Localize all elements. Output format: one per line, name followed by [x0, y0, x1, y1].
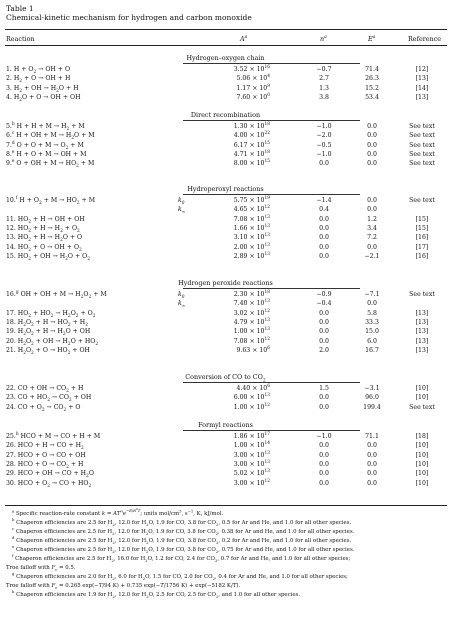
e-cell: 71.1 [365, 433, 379, 440]
e-cell: 0.0 [367, 197, 377, 204]
reaction-cell: 19. $H_2O_2 + H \to H_2O$ + OH [6, 328, 91, 338]
table-row [0, 318, 451, 327]
group-rule [183, 120, 360, 121]
table-row [0, 384, 451, 393]
reference-cell: [18] [415, 433, 429, 440]
table-row [0, 93, 451, 102]
footnote: Troe falloff with $F_c = 0.265$ exp(−T/94 K) + 0.735 exp(−T/1756 K) + exp(−5182 K/T). [6, 583, 241, 591]
reference-cell: [10] [415, 470, 429, 478]
table-row [0, 196, 451, 205]
e-cell: 16.7 [365, 346, 379, 354]
a-cell: $3.10 \times 10^{13}$ [233, 233, 270, 242]
reaction-cell: 29. HCO + OH → CO + $H_2O$ [6, 470, 94, 480]
n-cell: 0.0 [319, 234, 329, 242]
reference-cell: [13] [415, 309, 429, 317]
reaction-cell: 7.$^d$ $O + O + M \to O_2 + M$ [6, 140, 84, 151]
reaction-cell: 2. $H_2 + O$ → OH + H [6, 75, 71, 85]
table-row [0, 337, 451, 346]
n-cell: 0.0 [319, 442, 329, 450]
table-row [0, 309, 451, 318]
a-cell: $4.65 \times 10^{12}$ [233, 205, 270, 214]
a-cell: $2.30 \times 10^{18}$ [233, 289, 270, 298]
reaction-cell: 25.$^h$ HCO + M → CO + H + M [6, 431, 101, 440]
table-row [0, 252, 451, 261]
n-cell: 3.8 [319, 93, 329, 101]
reaction-cell: 1. $H + O_2$ → OH + O [6, 66, 71, 76]
e-cell: −7.1 [364, 291, 380, 298]
a-cell: $1.30 \times 10^{18}$ [233, 121, 270, 130]
reference-cell: [13] [415, 93, 429, 101]
footnote: $^e$ Chaperon efficiencies are 2.5 for $H_2$, 12.0 for $H_2O$, 1.9 for CO, 3.8 for $CO_2$, 0.75 for Ar and He, and 1.0 for all other species. [12, 544, 355, 555]
reaction-cell: 27. HCO + O → CO + OH [6, 451, 86, 459]
reference-cell: [15] [415, 215, 429, 223]
e-cell: 15.2 [365, 84, 379, 92]
table-row [0, 441, 451, 450]
e-cell: 0.0 [367, 451, 377, 459]
reaction-cell: 11. $HO_2 + H$ → OH + OH [6, 215, 85, 225]
reaction-cell: 12. $HO_2 + H \to H_2 + O_2$ [6, 224, 80, 235]
footnote: $^h$ Chaperon efficiencies are 1.9 for $H_2$, 12.0 for $H_2O$, 2.5 for CO, 2.5 for $CO_2$, and 1.0 for all other species. [12, 589, 301, 600]
table-row [0, 150, 451, 159]
e-cell: 0.0 [367, 442, 377, 450]
group-title: Hydrogen–oxygen chain [186, 54, 265, 62]
reaction-cell: 17. $HO_2 + HO_2 \to H_2O_2 + O_2$ [6, 309, 96, 319]
reaction-cell: 30. HCO + $O_2$ → CO + $HO_2$ [6, 479, 92, 489]
col-n: $n^a$ [320, 34, 327, 43]
table-row [0, 205, 451, 214]
reference-cell: [13] [415, 346, 429, 354]
reference-cell: See text [409, 141, 435, 149]
reference-cell: [10] [415, 460, 429, 468]
reaction-cell: 16.$^g$ OH + OH + $M \to H_2O_2 + M$ [6, 289, 107, 301]
a-cell: $9.63 \times 10^6$ [236, 345, 270, 354]
e-cell: 7.2 [367, 234, 377, 242]
rate-type-cell: $k_0$ [178, 291, 185, 301]
group-title: Formyl reactions [198, 421, 253, 429]
n-cell: 0.0 [319, 215, 329, 223]
e-cell: 0.0 [367, 470, 377, 478]
reference-cell: See text [409, 160, 435, 168]
table-row [0, 224, 451, 233]
reaction-cell: 26. HCO + H → CO + $H_2$ [6, 442, 84, 452]
n-cell: 2.0 [319, 346, 329, 354]
n-cell: −2.0 [316, 132, 332, 140]
footnote: Troe falloff with $F_c = 0.5$. [6, 565, 76, 573]
n-cell: 0.0 [319, 252, 329, 260]
table-row [0, 451, 451, 460]
reference-cell: See text [409, 132, 435, 140]
reference-cell: [16] [415, 234, 429, 242]
a-cell: $4.00 \times 10^{22}$ [233, 131, 270, 140]
a-cell: $5.75 \times 10^{19}$ [233, 195, 270, 204]
reference-cell: [13] [415, 328, 429, 336]
col-reaction: Reaction [6, 35, 35, 43]
footnote: $^a$ Specific reaction-rate constant $k = AT^ne^{-E/R^0T}$; units mol/$cm^3$, $s^{-1}$, K, kJ/mol. [12, 508, 224, 518]
n-cell: −1.0 [316, 123, 332, 130]
table-title: Chemical-kinetic mechanism for hydrogen and carbon monoxide [6, 13, 252, 22]
table-row [0, 460, 451, 469]
a-cell: $3.00 \times 10^{13}$ [233, 459, 270, 468]
e-cell: 96.0 [365, 394, 379, 402]
reaction-cell: 5.$^b$ $H + H + M \to H_2 + M$ [6, 121, 85, 133]
reaction-cell: 22. CO + OH → $CO_2 + H$ [6, 385, 84, 395]
rate-type-cell: $k_\infty$ [178, 206, 186, 216]
reference-cell: [12] [415, 66, 429, 73]
reaction-cell: 20. $H_2O_2$ + OH → $H_2O + HO_2$ [6, 337, 99, 347]
col-a: $A^a$ [240, 34, 248, 43]
a-cell: $7.08 \times 10^{12}$ [233, 336, 270, 345]
e-cell: 0.0 [367, 132, 377, 140]
reference-cell: [10] [415, 442, 429, 450]
n-cell: 1.5 [319, 385, 329, 392]
a-cell: $1.86 \times 10^{17}$ [233, 431, 270, 440]
table-row [0, 469, 451, 478]
table-row [0, 290, 451, 299]
a-cell: $7.40 \times 10^{13}$ [233, 299, 270, 308]
n-cell: 0.0 [319, 309, 329, 317]
a-cell: $3.02 \times 10^{12}$ [233, 308, 270, 317]
a-cell: $7.08 \times 10^{13}$ [233, 214, 270, 223]
n-cell: 0.4 [319, 206, 329, 214]
a-cell: $4.40 \times 10^6$ [236, 383, 270, 392]
n-cell: 0.0 [319, 328, 329, 336]
footnote: $^g$ Chaperon efficiencies are 2.0 for $H_2$, 6.0 for $H_2O$, 1.5 for CO, 2.0 for $CO_2$, 0.4 for Ar and He, and 1.0 for all other species; [12, 571, 348, 582]
group-rule [183, 430, 360, 431]
table-row [0, 122, 451, 131]
table-row [0, 233, 451, 242]
rule-bottom [5, 505, 447, 506]
reference-cell: [17] [415, 243, 429, 251]
n-cell: −1.4 [316, 197, 332, 204]
a-cell: $2.00 \times 10^{13}$ [233, 242, 270, 251]
a-cell: $5.02 \times 10^{13}$ [233, 469, 270, 478]
footnote: $^c$ Chaperon efficiencies are 2.5 for $H_2$, 12.0 for $H_2O$, 1.9 for CO, 3.8 for $CO_2$, 0.38 for Ar and He, and 1.0 for all other species. [12, 526, 355, 537]
reaction-cell: 3. $H_2$ + OH → $H_2O + H$ [6, 84, 79, 94]
a-cell: $1.17 \times 10^9$ [236, 83, 270, 92]
group-title: Conversion of CO to $CO_2$ [185, 373, 266, 384]
reaction-cell: 9.$^e$ O + OH + $M \to HO_2 + M$ [6, 159, 95, 170]
reaction-cell: 28. HCO + $O \to CO_2 + H$ [6, 460, 84, 471]
reaction-cell: 4. $H_2O + O$ → OH + OH [6, 93, 81, 104]
e-cell: 0.0 [367, 160, 377, 168]
table-row [0, 141, 451, 150]
a-cell: $1.00 \times 10^{14}$ [233, 441, 270, 450]
footnote: $^d$ Chaperon efficiencies are 2.5 for $H_2$, 12.0 for $H_2O$, 1.9 for CO, 3.8 for $CO_2$, 0.2 for Ar and He, and 1.0 for all other species. [12, 535, 352, 546]
e-cell: 53.4 [365, 93, 379, 101]
table-row [0, 479, 451, 488]
reference-cell: [10] [415, 385, 429, 392]
e-cell: 71.4 [365, 66, 379, 73]
a-cell: $6.00 \times 10^{13}$ [233, 393, 270, 402]
n-cell: 0.0 [319, 337, 329, 345]
table-row [0, 432, 451, 441]
reaction-cell: 23. CO + $HO_2 \to CO_2$ + OH [6, 394, 92, 404]
reaction-cell: 6.$^c$ H + OH + $M \to H_2O + M$ [6, 131, 95, 142]
reference-cell: [14] [415, 84, 429, 92]
table-row [0, 84, 451, 93]
a-cell: $3.00 \times 10^{13}$ [233, 450, 270, 459]
a-cell: $2.89 \times 10^{13}$ [233, 251, 270, 260]
footnote: $^f$ Chaperon efficiencies are 2.5 for $H_2$, 16.0 for $H_2O$, 1.2 for CO, 2.4 for $CO_2$, 0.7 for Ar and He, and 1.0 for all other species; [12, 553, 351, 564]
reaction-cell: 15. $HO_2$ + OH → $H_2O + O_2$ [6, 252, 90, 263]
reference-cell: See text [409, 291, 435, 298]
e-cell: 0.0 [367, 460, 377, 468]
table-label: Table 1 [6, 4, 34, 13]
table-row [0, 243, 451, 252]
n-cell: 0.0 [319, 470, 329, 478]
e-cell: 0.0 [367, 243, 377, 251]
group-rule [183, 382, 360, 383]
n-cell: 0.0 [319, 460, 329, 468]
reaction-cell: 21. $H_2O_2 + O \to HO_2$ + OH [6, 346, 90, 357]
a-cell: $6.17 \times 10^{15}$ [233, 140, 270, 149]
e-cell: 6.0 [367, 337, 377, 345]
footnote: $^b$ Chaperon efficiencies are 2.5 for $H_2$, 12.0 for $H_2O$, 1.9 for CO, 3.8 for $CO_2$, 0.5 for Ar and He, and 1.0 for all other species. [12, 517, 352, 528]
reaction-cell: 10.$^f$ $H + O_2 + M \to HO_2 + M$ [6, 195, 96, 207]
reaction-cell: 13. $HO_2 + H \to H_2O + O$ [6, 234, 83, 244]
n-cell: −1.0 [316, 150, 332, 158]
n-cell: 0.0 [319, 160, 329, 168]
col-reference: Reference [408, 35, 442, 43]
n-cell: 0.0 [319, 224, 329, 232]
rule-header [5, 45, 447, 46]
group-title: Hydrogen peroxide reactions [178, 279, 273, 287]
a-cell: $8.00 \times 10^{15}$ [233, 159, 270, 168]
e-cell: −3.1 [364, 385, 380, 392]
reference-cell: See text [409, 150, 435, 158]
table-row [0, 131, 451, 140]
e-cell: −2.1 [364, 252, 380, 260]
col-e: $E^a$ [368, 34, 376, 43]
rule-top [5, 29, 447, 30]
a-cell: $5.06 \times 10^4$ [236, 74, 270, 83]
n-cell: −0.9 [316, 291, 332, 298]
a-cell: $1.00 \times 10^{13}$ [233, 327, 270, 336]
reference-cell: [13] [415, 318, 429, 326]
e-cell: 0.0 [367, 300, 377, 308]
reference-cell: [13] [415, 75, 429, 83]
group-title: Hydroperoxyl reactions [187, 185, 264, 193]
e-cell: 15.0 [365, 328, 379, 336]
reference-cell: [10] [415, 451, 429, 459]
reaction-cell: 14. $HO_2 + O$ → OH + $O_2$ [6, 243, 82, 253]
n-cell: −1.0 [316, 433, 332, 440]
reaction-cell: 18. $H_2O_2 + H \to HO_2 + H_2$ [6, 318, 88, 329]
a-cell: $1.66 \times 10^{13}$ [233, 223, 270, 232]
group-rule [183, 63, 360, 64]
reference-cell: See text [409, 197, 435, 204]
reference-cell: See text [409, 403, 435, 411]
table-row [0, 74, 451, 83]
e-cell: 0.0 [367, 123, 377, 130]
n-cell: 0.0 [319, 318, 329, 326]
rate-type-cell: $k_\infty$ [178, 300, 186, 310]
n-cell: 0.0 [319, 403, 329, 411]
a-cell: $4.71 \times 10^{18}$ [233, 149, 270, 158]
n-cell: 0.0 [319, 451, 329, 459]
e-cell: 5.8 [367, 309, 377, 317]
n-cell: −0.5 [316, 141, 332, 149]
table-row [0, 346, 451, 355]
table-caption [6, 4, 252, 22]
e-cell: 26.3 [365, 75, 379, 83]
a-cell: $3.52 \times 10^{16}$ [233, 64, 270, 73]
reaction-cell: 8.$^e$ H + O + M → OH + M [6, 149, 87, 158]
reference-cell: [15] [415, 224, 429, 232]
e-cell: 33.3 [365, 318, 379, 326]
group-title: Direct recombination [190, 111, 261, 119]
table-row [0, 215, 451, 224]
n-cell: −0.4 [316, 300, 332, 308]
table-row [0, 403, 451, 412]
reference-cell: [16] [415, 252, 429, 260]
e-cell: 0.0 [367, 206, 377, 214]
e-cell: 0.0 [367, 141, 377, 149]
reference-cell: See text [409, 123, 435, 130]
group-rule [183, 194, 360, 195]
e-cell: 3.4 [367, 224, 377, 232]
table-row [0, 393, 451, 402]
rate-type-cell: $k_0$ [178, 197, 185, 207]
table-row [0, 327, 451, 336]
n-cell: 2.7 [319, 75, 329, 83]
reference-cell: [10] [415, 479, 429, 487]
a-cell: $7.60 \times 10^0$ [236, 92, 270, 101]
reference-cell: [10] [415, 394, 429, 402]
n-cell: 0.0 [319, 394, 329, 402]
a-cell: $1.00 \times 10^{12}$ [233, 402, 270, 411]
group-rule [183, 288, 360, 289]
e-cell: 0.0 [367, 150, 377, 158]
a-cell: $4.79 \times 10^{13}$ [233, 317, 270, 326]
table-row [0, 159, 451, 168]
n-cell: 1.3 [319, 84, 329, 92]
n-cell: 0.0 [319, 479, 329, 487]
reaction-cell: 24. CO + $O_2 \to CO_2 + O$ [6, 403, 81, 413]
a-cell: $3.00 \times 10^{12}$ [233, 478, 270, 487]
e-cell: 1.2 [367, 215, 377, 223]
table-row [0, 299, 451, 308]
e-cell: 0.0 [367, 479, 377, 487]
table-row [0, 65, 451, 74]
n-cell: 0.0 [319, 243, 329, 251]
reference-cell: [13] [415, 337, 429, 345]
e-cell: 199.4 [363, 403, 381, 411]
n-cell: −0.7 [316, 66, 332, 73]
